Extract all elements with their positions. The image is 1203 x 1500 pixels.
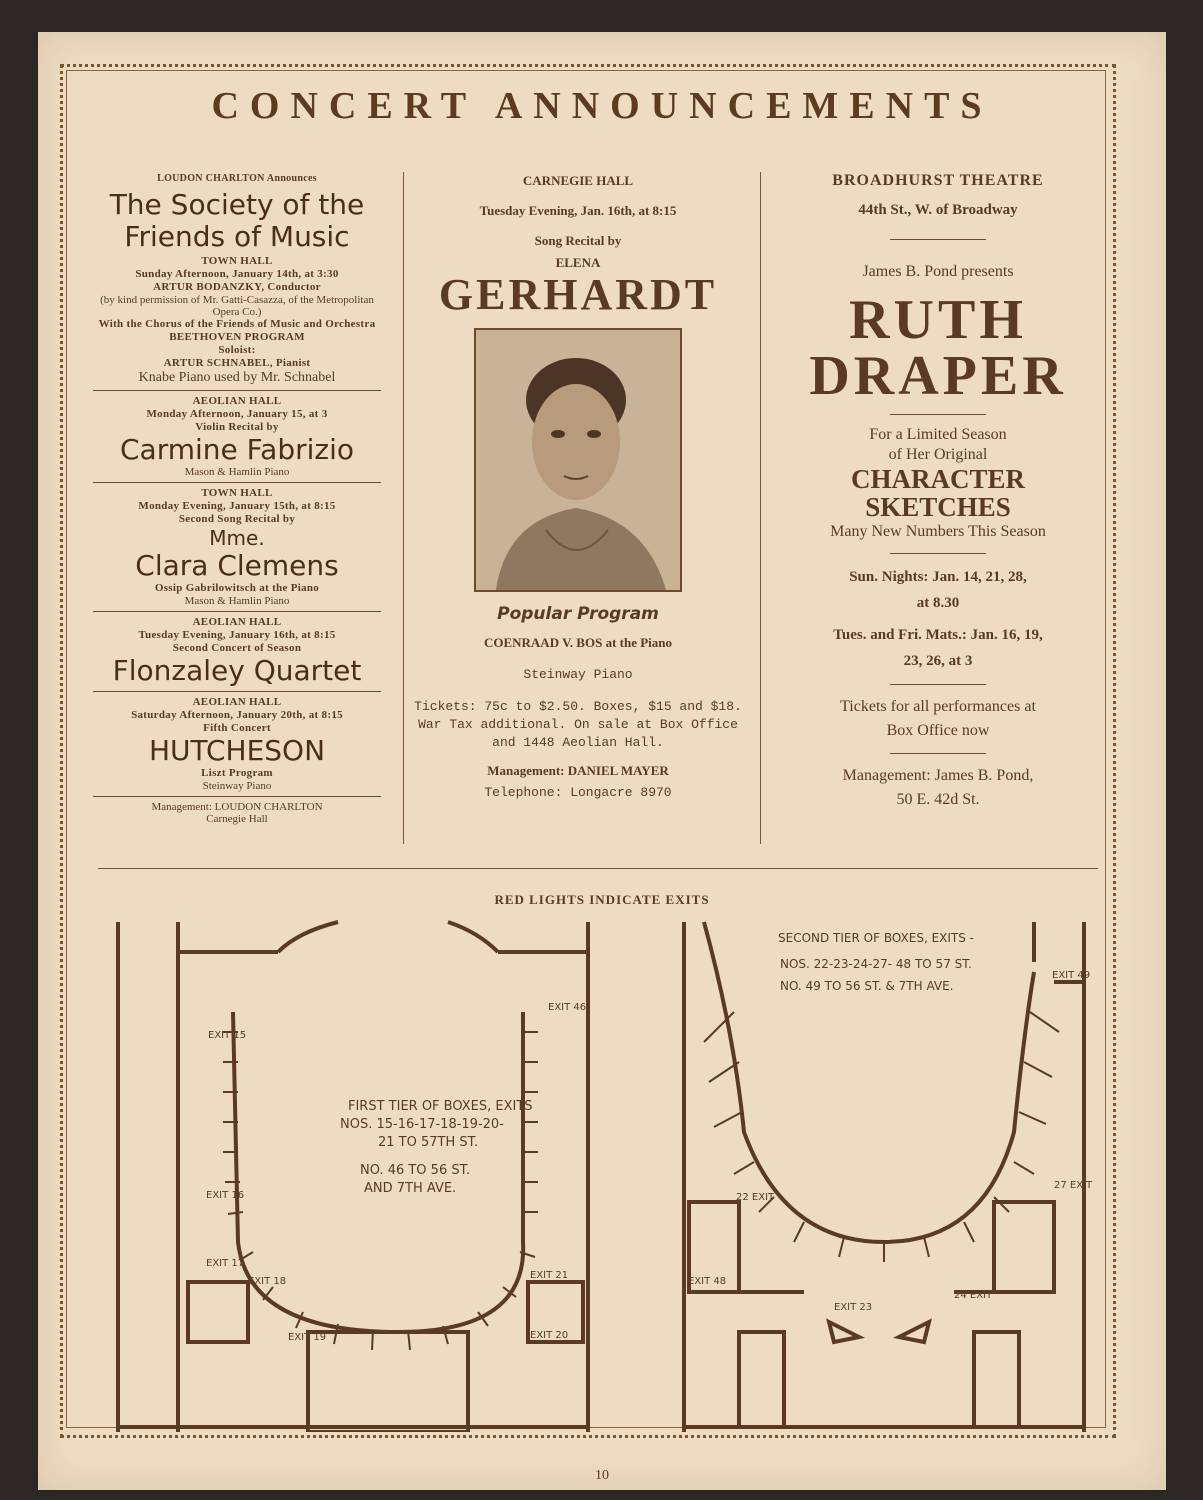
telephone: Telephone: Longacre 8970 — [484, 785, 672, 800]
venue-4: AEOLIAN HALL — [192, 616, 282, 628]
divider — [93, 390, 381, 391]
divider — [890, 239, 986, 240]
artist-last-name: DRAPER — [809, 345, 1067, 407]
mme: Mme. — [209, 526, 265, 550]
season-line-2: of Her Original — [888, 446, 988, 463]
draper-column — [773, 172, 1103, 812]
exit-23-label: EXIT 23 — [834, 1302, 873, 1313]
second-tier-line-3: NO. 49 TO 56 ST. & 7TH AVE. — [780, 979, 954, 993]
announcer: LOUDON CHARLTON Announces — [157, 173, 317, 184]
artist-hutcheson: HUTCHESON — [148, 734, 326, 767]
second-tier-line-2: NOS. 22-23-24-27- 48 TO 57 ST. — [780, 957, 972, 971]
chorus-note: With the Chorus of the Friends of Music and Orchestra — [98, 318, 376, 330]
first-tier-line-4: NO. 46 TO 56 ST. — [360, 1163, 471, 1178]
artist-fabrizio: Carmine Fabrizio — [119, 433, 355, 466]
tickets-2: Box Office now — [886, 722, 990, 739]
artist-first-name: ELENA — [555, 255, 601, 270]
date-5: Saturday Afternoon, January 20th, at 8:15 — [131, 709, 343, 721]
piano-5: Steinway Piano — [202, 780, 272, 792]
first-tier-line-5: AND 7TH AVE. — [364, 1181, 457, 1196]
artist-last-name: GERHARDT — [438, 270, 718, 319]
event-4: Second Concert of Season — [172, 642, 302, 654]
first-tier-floor-plan — [98, 912, 608, 1437]
society-name: The Society of the Friends of Music — [109, 188, 365, 253]
artist-flonzaley: Flonzaley Quartet — [112, 654, 362, 687]
artist-clemens: Clara Clemens — [135, 549, 339, 582]
divider — [890, 684, 986, 685]
conductor: ARTUR BODANZKY, Conductor — [153, 281, 321, 293]
divider — [890, 753, 986, 754]
first-tier-line-3: 21 TO 57TH ST. — [378, 1135, 479, 1150]
second-tier-diagram — [674, 912, 1094, 1432]
nights-1: Sun. Nights: Jan. 14, 21, 28, — [849, 569, 1027, 585]
date-4: Tuesday Evening, January 16th, at 8:15 — [138, 629, 336, 641]
exit-20-label: EXIT 20 — [530, 1330, 569, 1341]
matinees-1: Tues. and Fri. Mats.: Jan. 16, 19, — [833, 627, 1043, 643]
divider — [890, 414, 986, 415]
show-title-1: CHARACTER — [850, 464, 1025, 494]
venue: CARNEGIE HALL — [522, 173, 634, 188]
event-2: Violin Recital by — [195, 421, 279, 433]
date: Tuesday Evening, Jan. 16th, at 8:15 — [479, 203, 677, 218]
exit-17-label: EXIT 17 — [206, 1258, 245, 1269]
management: Management: DANIEL MAYER — [487, 763, 669, 778]
date-2: Monday Afternoon, January 15, at 3 — [146, 408, 328, 420]
exit-22-label: 22 EXIT — [736, 1192, 775, 1203]
page-number: 10 — [595, 1468, 609, 1483]
event-5: Fifth Concert — [203, 722, 271, 734]
pianist: COENRAAD V. BOS at the Piano — [483, 635, 673, 650]
address: 44th St., W. of Broadway — [858, 202, 1018, 218]
venue-1: TOWN HALL — [201, 255, 273, 267]
portrait-photo — [474, 328, 682, 592]
event: Song Recital by — [534, 233, 622, 248]
first-tier-diagram — [98, 912, 608, 1432]
management-2: 50 E. 42d St. — [896, 791, 980, 808]
with-pianist: Ossip Gabrilowitsch at the Piano — [154, 582, 320, 594]
tickets-1: Tickets for all performances at — [840, 698, 1036, 715]
gerhardt-column — [408, 172, 748, 802]
venue-2: AEOLIAN HALL — [192, 395, 282, 407]
second-tier-floor-plan — [674, 912, 1094, 1437]
date-1: Sunday Afternoon, January 14th, at 3:30 — [135, 268, 339, 280]
piano-3: Mason & Hamlin Piano — [184, 595, 290, 607]
artist-first-name: RUTH — [849, 289, 1027, 351]
program-1: BEETHOVEN PROGRAM — [169, 331, 305, 343]
piano: Steinway Piano — [523, 667, 633, 682]
program-page — [38, 32, 1166, 1490]
management: Management: LOUDON CHARLTON — [151, 801, 323, 813]
soloist: ARTUR SCHNABEL, Pianist — [163, 357, 311, 369]
column-divider — [403, 172, 404, 844]
management-1: Management: James B. Pond, — [842, 767, 1034, 784]
date-3: Monday Evening, January 15th, at 8:15 — [138, 500, 336, 512]
divider — [93, 691, 381, 692]
exit-27-label: 27 EXIT — [1054, 1180, 1093, 1191]
exit-18-label: EXIT 18 — [248, 1276, 287, 1287]
exit-48-label: EXIT 48 — [688, 1276, 727, 1287]
season-line-1: For a Limited Season — [869, 426, 1007, 443]
divider — [890, 553, 986, 554]
exit-19-label: EXIT 19 — [288, 1332, 327, 1343]
section-divider — [98, 868, 1098, 869]
exit-21-label: EXIT 21 — [530, 1270, 569, 1281]
first-tier-line-1: FIRST TIER OF BOXES, EXITS — [348, 1099, 533, 1114]
matinees-2: 23, 26, at 3 — [903, 653, 973, 669]
friends-of-music-column — [93, 172, 381, 825]
tickets-info: Tickets: 75c to $2.50. Boxes, $15 and $18. War Tax additional. On sale at Box Office and 1448 Aeolian Hall. — [414, 699, 742, 750]
exit-46-label: EXIT 46 — [548, 1002, 587, 1013]
divider — [93, 482, 381, 483]
show-title-2: SKETCHES — [865, 492, 1011, 522]
page-title: CONCERT ANNOUNCEMENTS — [211, 85, 993, 127]
program-5: Liszt Program — [201, 767, 273, 779]
portrait-illustration — [476, 330, 680, 590]
divider — [93, 611, 381, 612]
program-title: Popular Program — [497, 604, 659, 624]
exit-15-label: EXIT 15 — [208, 1030, 247, 1041]
venue: BROADHURST THEATRE — [832, 172, 1044, 189]
exit-24-label: 24 EXIT — [954, 1290, 993, 1301]
management-location: Carnegie Hall — [206, 813, 268, 825]
exits-header: RED LIGHTS INDICATE EXITS — [494, 892, 710, 907]
exit-49-label: EXIT 49 — [1052, 970, 1091, 981]
new-numbers: Many New Numbers This Season — [830, 523, 1046, 540]
soloist-label: Soloist: — [218, 344, 256, 356]
exit-16-label: EXIT 16 — [206, 1190, 245, 1201]
piano-note: Knabe Piano used by Mr. Schnabel — [138, 370, 336, 385]
permission-note: (by kind permission of Mr. Gatti-Casazza, of the Metropolitan Opera Co.) — [100, 294, 374, 318]
first-tier-line-2: NOS. 15-16-17-18-19-20- — [340, 1117, 504, 1132]
second-tier-line-1: SECOND TIER OF BOXES, EXITS - — [778, 931, 975, 945]
event-3: Second Song Recital by — [178, 513, 296, 525]
venue-3: TOWN HALL — [201, 487, 273, 499]
column-divider — [760, 172, 761, 844]
nights-2: at 8.30 — [916, 595, 960, 611]
divider — [93, 796, 381, 797]
piano-2: Mason & Hamlin Piano — [184, 466, 290, 478]
venue-5: AEOLIAN HALL — [192, 696, 282, 708]
presenter: James B. Pond presents — [862, 263, 1014, 280]
